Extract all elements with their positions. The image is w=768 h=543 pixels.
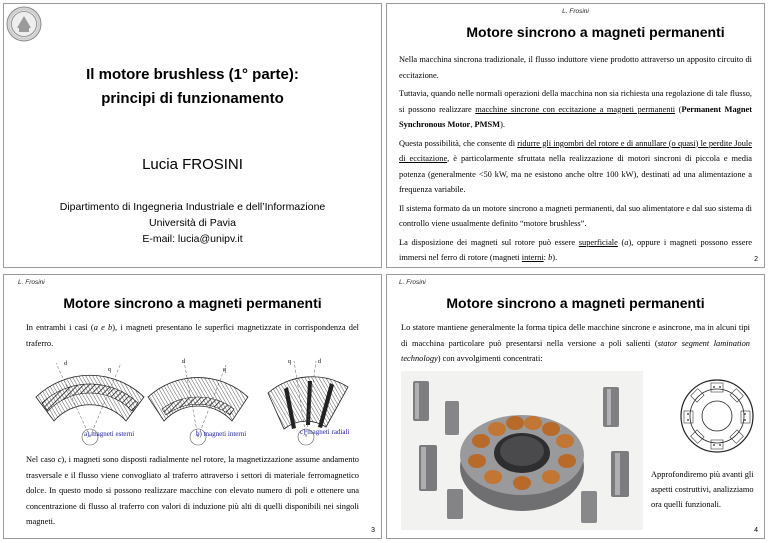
radial-paragraph bbox=[26, 452, 359, 530]
text: Nel caso bbox=[26, 455, 58, 464]
paragraph-5 bbox=[399, 235, 752, 266]
author-name: Lucia FROSINI bbox=[142, 156, 243, 173]
slide-4 bbox=[386, 274, 765, 539]
text: ( bbox=[617, 237, 625, 247]
italic-text: b bbox=[548, 253, 553, 262]
slide-title: Motore sincrono a magneti permanenti bbox=[446, 295, 705, 311]
page-number: 2 bbox=[754, 256, 758, 263]
page-number: 4 bbox=[754, 527, 758, 534]
text: ). bbox=[500, 120, 505, 129]
axis-d-label: d bbox=[64, 361, 67, 367]
intro-paragraph bbox=[26, 320, 359, 351]
slide-title: Motore sincrono a magneti permanenti bbox=[63, 295, 322, 311]
text: : bbox=[543, 253, 549, 262]
underlined-text: ridurre gli ingombri del rotore e di annullare (o quasi) le perdite Joule di eccitazione bbox=[399, 138, 752, 163]
university-seal bbox=[6, 6, 42, 42]
author-tag: L. Frosini bbox=[399, 279, 426, 286]
italic-text: a bbox=[624, 237, 629, 247]
italic-text: stator segment lamination technology bbox=[401, 338, 750, 363]
axis-q-label: q bbox=[288, 359, 291, 365]
axis-q-label: q bbox=[223, 367, 226, 373]
department: Dipartimento di Ingegneria Industriale e dell’Informazione bbox=[59, 201, 326, 213]
paragraph-1: Nella macchina sincrona tradizionale, il flusso induttore viene prodotto attraverso un apposito circuito di eccitazione. bbox=[399, 55, 752, 80]
paragraph-4: Il sistema formato da un motore sincrono a magneti permanenti, dal suo alimentatore e dal suo sistema di controllo viene usualmente definito “motore brushless”. bbox=[399, 203, 752, 228]
presentation-title: Il motore brushless (1° parte): bbox=[86, 66, 299, 83]
paragraph-3 bbox=[399, 136, 752, 198]
text: ( bbox=[675, 104, 682, 114]
university: Università di Pavia bbox=[149, 217, 236, 229]
text: , bbox=[470, 120, 475, 129]
bold-text: PMSM bbox=[474, 120, 501, 129]
underlined-text: macchine sincrone con eccitazione a magneti permanenti bbox=[475, 104, 676, 114]
paragraph-2 bbox=[399, 86, 752, 133]
slide-body bbox=[399, 52, 752, 268]
text: ), i magneti sono disposti radialmente nel rotore, la magnetizzazione assume andamento trasversale e il flusso viene convogliato al traferro attraverso i settori di materiale ferromagnetico dolce. In questo modo si possono realizzare macchine con elevato numero di poli e ottenere una concentrazione di flusso al traferro con valori di induzione più alti di quelli disponibili nei singoli magneti. bbox=[26, 455, 359, 526]
underlined-text: superficiale bbox=[578, 237, 618, 247]
text: ), oppure i magneti possono essere immersi nel ferro di rotore (magneti bbox=[399, 237, 752, 262]
text: In entrambi i casi ( bbox=[26, 323, 94, 332]
text: , è particolarmente sfruttata nella realizzazione di motori sincroni di piccola e media potenza (generalmente <50 kW, ma ne esistono anche oltre 100 kW), destinati ad una alimentazione a frequenza variabile. bbox=[399, 154, 752, 194]
axis-q-label: q bbox=[108, 367, 111, 373]
italic-text: c bbox=[57, 455, 62, 464]
axis-d-label: d bbox=[182, 359, 185, 365]
slide-1 bbox=[3, 3, 382, 268]
text: ), i magneti presentano le superfici magnetizzate in corrispondenza del traferro. bbox=[26, 323, 359, 348]
figure-label-c: c) magneti radiali bbox=[300, 428, 350, 436]
text: La disposizione dei magneti sul rotore può essere bbox=[399, 237, 579, 247]
text: Questa possibilità, che consente di bbox=[399, 138, 518, 148]
figure-label-a: a) magneti esterni bbox=[84, 430, 135, 438]
stator-photo bbox=[401, 371, 643, 530]
author-tag: L. Frosini bbox=[18, 279, 45, 286]
stator-paragraph bbox=[401, 320, 750, 367]
side-note: Approfondiremo più avanti gli aspetti costruttivi, analizziamo ora quelli funzionali. bbox=[651, 470, 754, 509]
email: E-mail: lucia@unipv.it bbox=[142, 233, 243, 245]
slide-title: Motore sincrono a magneti permanenti bbox=[466, 24, 725, 40]
text: ). bbox=[552, 253, 558, 262]
slide-3 bbox=[3, 274, 382, 539]
presentation-subtitle: principi di funzionamento bbox=[101, 90, 284, 107]
italic-text: a e b bbox=[93, 323, 113, 332]
underlined-text: interni bbox=[521, 253, 544, 262]
figure-label-b: b) magneti interni bbox=[196, 430, 247, 438]
stator-cross-section-diagram bbox=[675, 375, 759, 457]
slide-2 bbox=[386, 3, 765, 268]
text: ) con avvolgimenti concentrati: bbox=[437, 354, 543, 363]
author-tag: L. Frosini bbox=[562, 8, 589, 15]
bold-text: Permanent Magnet Synchronous Motor bbox=[399, 104, 752, 129]
text: Tuttavia, quando nelle normali operazioni della macchina non sia richiesta una regolazione di tale flusso, si possono realizzare bbox=[399, 89, 752, 114]
axis-d-label: d bbox=[318, 359, 321, 365]
page-number: 3 bbox=[371, 527, 375, 534]
text: Lo statore mantiene generalmente la forma tipica delle macchine sincrone e asincrone, ma in alcuni tipi di macchina particolare può presentarsi nella versione a poli salienti ( bbox=[401, 323, 750, 348]
